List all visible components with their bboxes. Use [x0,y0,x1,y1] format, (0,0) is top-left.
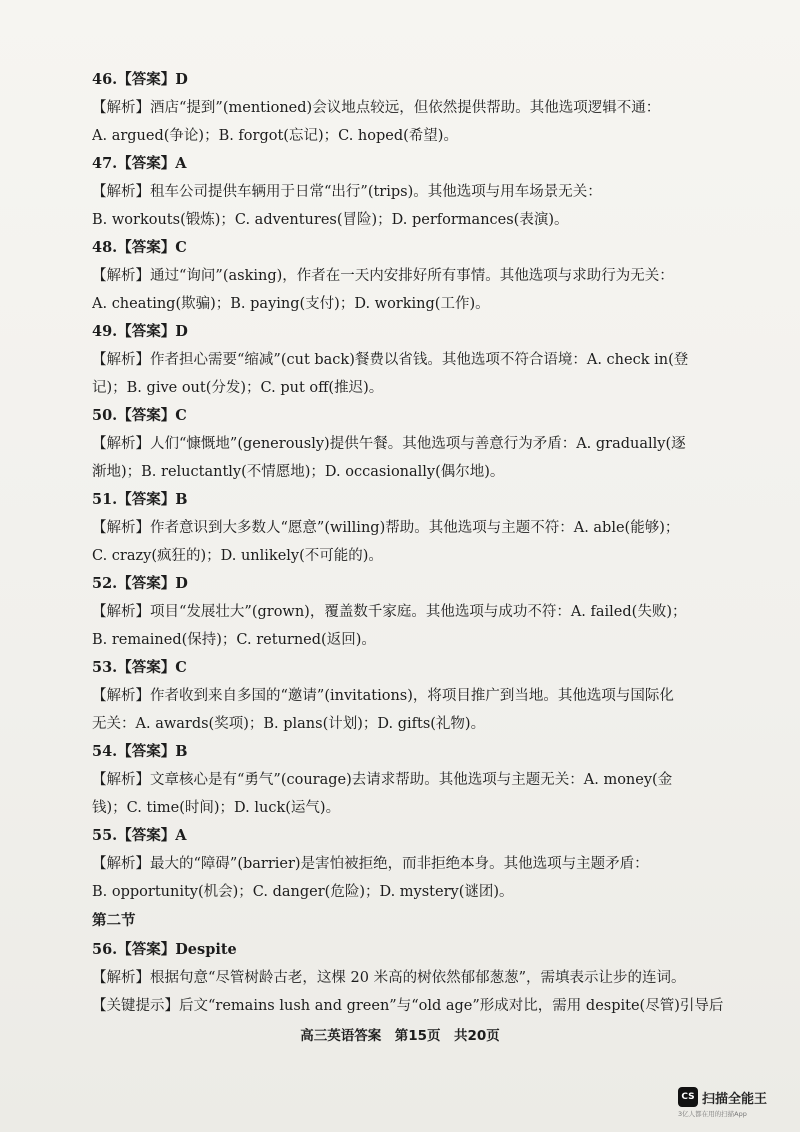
answer-label: 48.【答案】C [92,239,187,256]
explanation-line: 【解析】作者担心需要“缩减”(cut back)餐费以省钱。其他选项不符合语境：A. check in(登 [92,352,689,368]
answer-item [92,402,732,486]
explanation-line: 渐地)；B. reluctantly(不情愿地)；D. occasionally(偶尔地)。 [92,464,505,480]
explanation-line: 记)；B. give out(分发)；C. put off(推迟)。 [92,380,384,396]
answer-label: 52.【答案】D [92,575,188,592]
explanation-line: 【解析】作者收到来自多国的“邀请”(invitations)，将项目推广到当地。其他选项与国际化 [92,688,674,704]
explanation-line: 【解析】租车公司提供车辆用于日常“出行”(trips)。其他选项与用车场景无关： [92,184,602,200]
explanation-line: 【解析】通过“询问”(asking)，作者在一天内安排好所有事情。其他选项与求助行为无关： [92,268,674,284]
answer-label: 55.【答案】A [92,827,187,844]
answer-label: 51.【答案】B [92,491,188,508]
answer-item [92,150,732,234]
explanation-line: A. cheating(欺骗)；B. paying(支付)；D. working(工作)。 [92,296,490,312]
answer-label: 50.【答案】C [92,407,187,424]
explanation-line: B. workouts(锻炼)；C. adventures(冒险)；D. performances(表演)。 [92,212,569,228]
explanation-line: 钱)；C. time(时间)；D. luck(运气)。 [92,800,341,816]
explanation-line: B. opportunity(机会)；C. danger(危险)；D. mystery(谜团)。 [92,884,514,900]
watermark-subtitle: 3亿人都在用的扫描App [678,1110,747,1118]
answer-label: 49.【答案】D [92,323,188,340]
explanation-line: 【解析】作者意识到大多数人“愿意”(willing)帮助。其他选项与主题不符：A. able(能够)； [92,520,680,536]
scanner-watermark [678,1087,786,1118]
answer-item [92,234,732,318]
explanation-line: 无关：A. awards(奖项)；B. plans(计划)；D. gifts(礼物)。 [92,716,486,732]
explanation-line: 【解析】项目“发展壮大”(grown)，覆盖数千家庭。其他选项与成功不符：A. failed(失败)； [92,604,687,620]
explanation-line: 【解析】根据句意“尽管树龄古老，这棵 20 米高的树依然郁郁葱葱”，需填表示让步的连词。 [92,970,686,986]
explanation-line: C. crazy(疯狂的)；D. unlikely(不可能的)。 [92,548,383,564]
explanation-line: 【解析】文章核心是有“勇气”(courage)去请求帮助。其他选项与主题无关：A. money(金 [92,772,673,788]
answer-label: 53.【答案】C [92,659,187,676]
answer-item [92,66,732,150]
answer-label: 47.【答案】A [92,155,187,172]
section-title: 第二节 [92,912,136,929]
explanation-line: 【解析】人们“慷慨地”(generously)提供午餐。其他选项与善意行为矛盾：A. gradually(逐 [92,436,686,452]
answer-content [92,66,732,1020]
answer-item [92,822,732,906]
explanation-line: 【解析】酒店“提到”(mentioned)会议地点较远，但依然提供帮助。其他选项逻辑不通： [92,100,661,116]
page-footer: 高三英语答案 第15页 共20页 [300,1028,500,1044]
answer-item [92,738,732,822]
answer-item [92,936,732,1020]
explanation-line: 【关键提示】后文“remains lush and green”与“old age”形成对比，需用 despite(尽管)引导后 [92,998,724,1014]
watermark-name: 扫描全能王 [702,1091,768,1107]
answer-label: 54.【答案】B [92,743,188,760]
answer-label: 46.【答案】D [92,71,188,88]
answer-item [92,570,732,654]
explanation-line: 【解析】最大的“障碍”(barrier)是害怕被拒绝，而非拒绝本身。其他选项与主题矛盾： [92,856,649,872]
answer-item [92,486,732,570]
camscanner-logo-icon: CS [678,1087,698,1107]
answer-item [92,654,732,738]
answer-item [92,318,732,402]
explanation-line: B. remained(保持)；C. returned(返回)。 [92,632,376,648]
answer-label: 56.【答案】Despite [92,941,237,958]
explanation-line: A. argued(争论)；B. forgot(忘记)；C. hoped(希望)。 [92,128,458,144]
